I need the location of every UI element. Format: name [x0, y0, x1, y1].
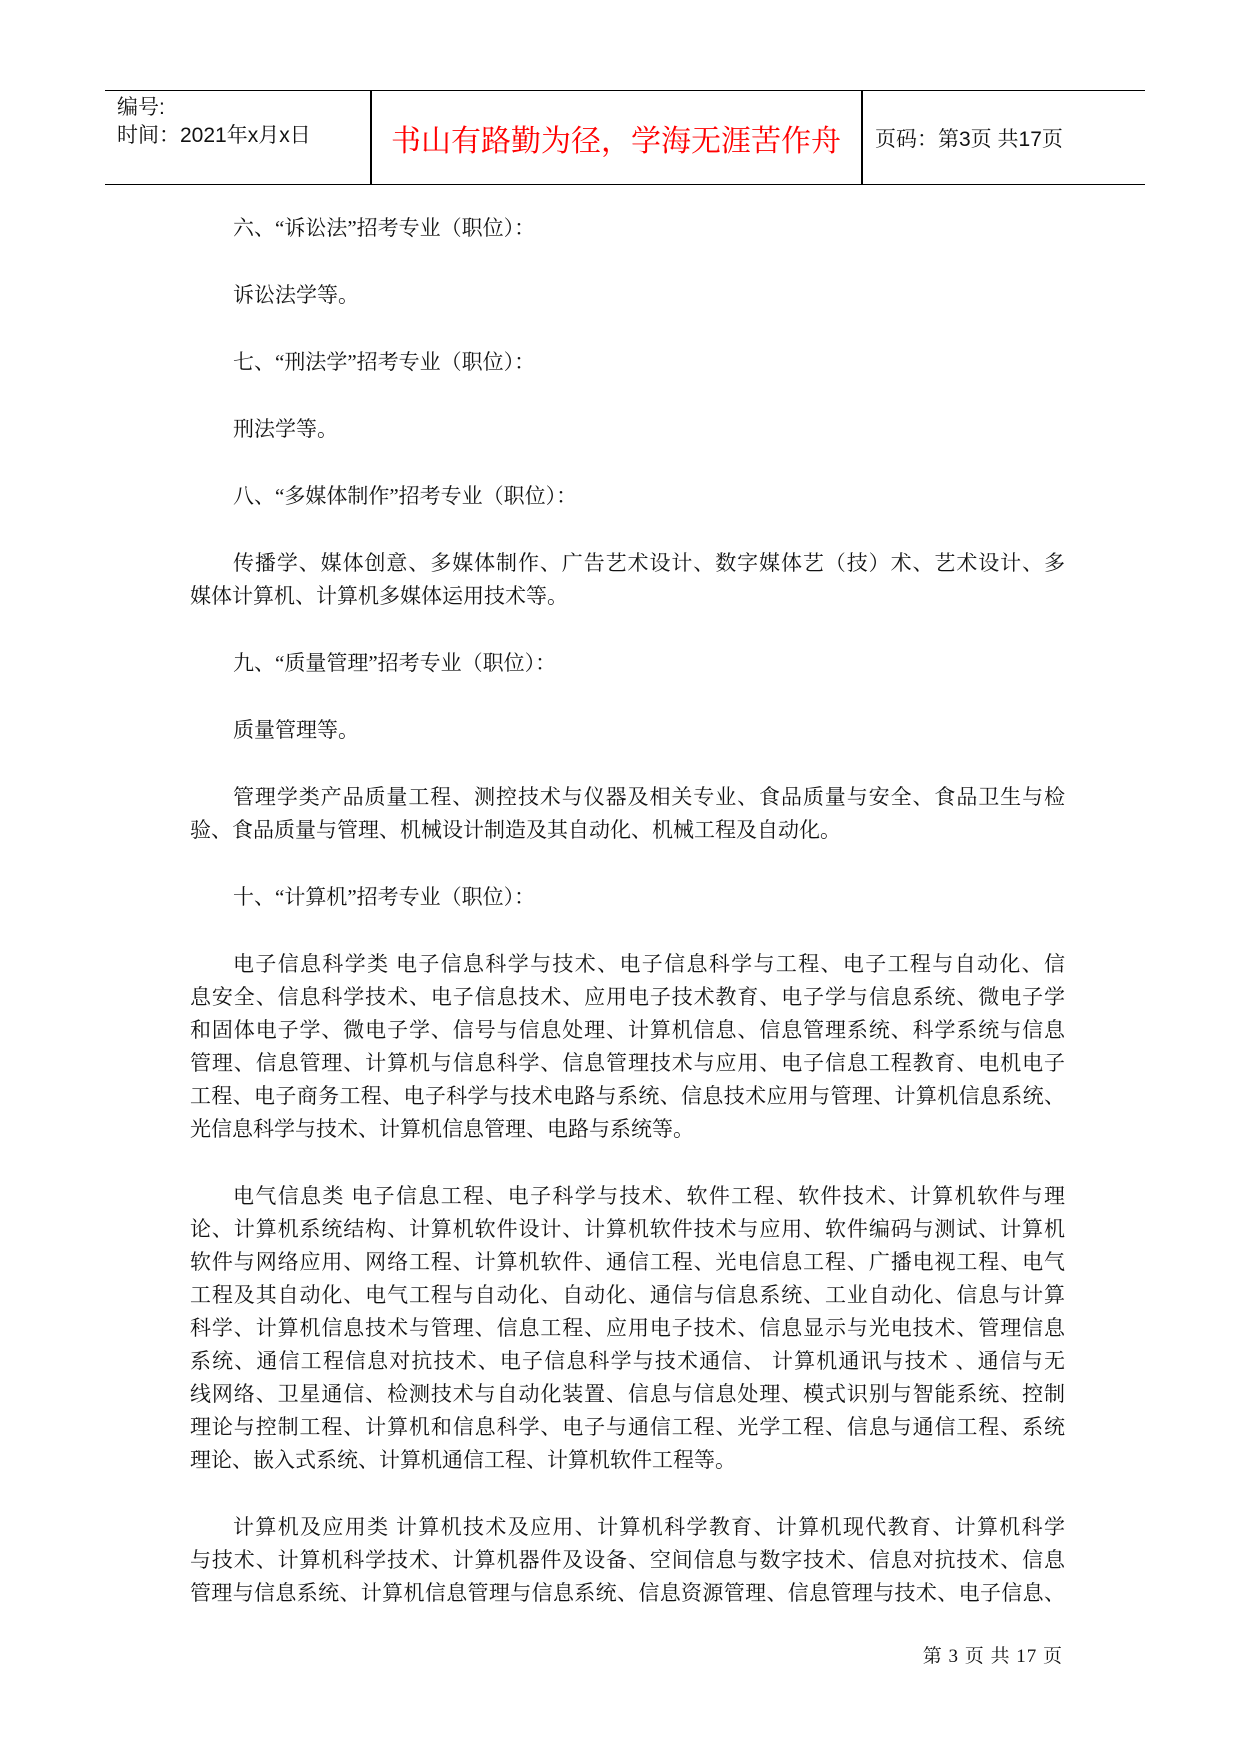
paragraph	[190, 781, 1065, 847]
document-body	[190, 212, 1065, 1644]
paragraph	[190, 346, 1065, 379]
paragraph	[190, 1511, 1065, 1610]
paragraph	[190, 647, 1065, 680]
paragraph-line: 管理、信息管理、计算机与信息科学、信息管理技术与应用、电子信息工程教育、电机电子	[190, 1051, 1065, 1075]
header-page-number: 页码：第3页 共17页	[875, 127, 1063, 151]
paragraph-line: 论、计算机系统结构、计算机软件设计、计算机软件技术与应用、软件编码与测试、计算机	[190, 1217, 1065, 1241]
paragraph-line: 管理与信息系统、计算机信息管理与信息系统、信息资源管理、信息管理与技术、电子信息、	[190, 1581, 1065, 1605]
paragraph-line: 诉讼法学等。	[233, 283, 359, 307]
paragraph-line: 工程及其自动化、电气工程与自动化、自动化、通信与信息系统、工业自动化、信息与计算	[190, 1283, 1065, 1307]
paragraph	[190, 881, 1065, 914]
paragraph-line: 工程、电子商务工程、电子科学与技术电路与系统、信息技术应用与管理、计算机信息系统、	[190, 1084, 1065, 1108]
paragraph-line: 六、“诉讼法”招考专业（职位）：	[233, 216, 536, 240]
paragraph-line: 传播学、媒体创意、多媒体制作、广告艺术设计、数字媒体艺（技）术、艺术设计、多	[233, 551, 1065, 575]
paragraph-line: 息安全、信息科学技术、电子信息技术、应用电子技术教育、电子学与信息系统、微电子学	[190, 985, 1065, 1009]
paragraph	[190, 279, 1065, 312]
paragraph-line: 光信息科学与技术、计算机信息管理、电路与系统等。	[190, 1117, 694, 1141]
header-motto: 书山有路勤为径，学海无涯苦作舟	[391, 124, 841, 158]
paragraph-line: 验、食品质量与管理、机械设计制造及其自动化、机械工程及自动化。	[190, 818, 841, 842]
paragraph-line: 九、“质量管理”招考专业（职位）：	[233, 651, 557, 675]
paragraph-line: 和固体电子学、微电子学、信号与信息处理、计算机信息、信息管理系统、科学系统与信息	[190, 1018, 1065, 1042]
paragraph-line: 系统、通信工程信息对抗技术、电子信息科学与技术通信、 计算机通讯与技术 、通信与无	[190, 1349, 1065, 1373]
paragraph	[190, 714, 1065, 747]
footer-page-number: 第 3 页 共 17 页	[922, 1646, 1063, 1667]
paragraph-line: 八、“多媒体制作”招考专业（职位）：	[233, 484, 578, 508]
paragraph-line: 与技术、计算机科学技术、计算机器件及设备、空间信息与数字技术、信息对抗技术、信息	[190, 1548, 1065, 1572]
paragraph	[190, 547, 1065, 613]
paragraph-line: 科学、计算机信息技术与管理、信息工程、应用电子技术、信息显示与光电技术、管理信息	[190, 1316, 1065, 1340]
paragraph	[190, 480, 1065, 513]
document-number-label: 编号:	[117, 96, 165, 119]
paragraph	[190, 948, 1065, 1146]
paragraph-line: 质量管理等。	[233, 718, 359, 742]
paragraph-line: 理论与控制工程、计算机和信息科学、电子与通信工程、光学工程、信息与通信工程、系统	[190, 1415, 1065, 1439]
paragraph-line: 计算机及应用类 计算机技术及应用、计算机科学教育、计算机现代教育、计算机科学	[233, 1515, 1065, 1539]
paragraph-line: 管理学类产品质量工程、测控技术与仪器及相关专业、食品质量与安全、食品卫生与检	[233, 785, 1065, 809]
paragraph	[190, 413, 1065, 446]
page-header	[105, 90, 1145, 185]
paragraph-line: 刑法学等。	[233, 417, 338, 441]
paragraph-line: 电气信息类 电子信息工程、电子科学与技术、软件工程、软件技术、计算机软件与理	[233, 1184, 1065, 1208]
paragraph-line: 理论、嵌入式系统、计算机通信工程、计算机软件工程等。	[190, 1448, 736, 1472]
paragraph-line: 媒体计算机、计算机多媒体运用技术等。	[190, 584, 568, 608]
paragraph	[190, 1180, 1065, 1477]
paragraph-line: 电子信息科学类 电子信息科学与技术、电子信息科学与工程、电子工程与自动化、信	[233, 952, 1065, 976]
paragraph-line: 软件与网络应用、网络工程、计算机软件、通信工程、光电信息工程、广播电视工程、电气	[190, 1250, 1065, 1274]
header-divider	[861, 91, 863, 184]
paragraph-line: 七、“刑法学”招考专业（职位）：	[233, 350, 536, 374]
header-meta	[117, 94, 311, 150]
paragraph-line: 十、“计算机”招考专业（职位）：	[233, 885, 536, 909]
paragraph	[190, 212, 1065, 245]
paragraph-line: 线网络、卫星通信、检测技术与自动化装置、信息与信息处理、模式识别与智能系统、控制	[190, 1382, 1065, 1406]
document-time-label: 时间：2021年x月x日	[117, 124, 311, 147]
